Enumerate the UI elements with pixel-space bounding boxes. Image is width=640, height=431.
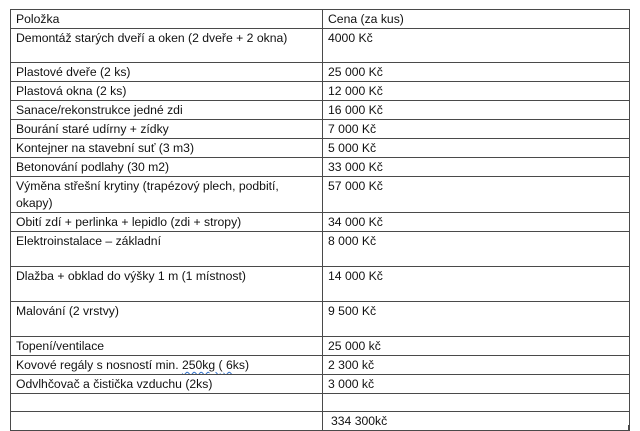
table-row	[11, 232, 630, 267]
table-header-row	[11, 10, 630, 29]
header-price[interactable]: Cena (za kus)	[323, 10, 630, 29]
item-cell[interactable]: Demontáž starých dveří a oken (2 dveře + 2 okna)	[11, 29, 323, 63]
table-row	[11, 139, 630, 158]
price-cell[interactable]: 57 000 Kč	[323, 177, 630, 213]
price-cell[interactable]: 12 000 Kč	[323, 82, 630, 101]
price-cell[interactable]: 7 000 Kč	[323, 120, 630, 139]
item-cell[interactable]: Odvlhčovač a čistička vzduchu (2ks)	[11, 375, 323, 394]
table-row-empty	[11, 394, 630, 412]
item-cell[interactable]: Obití zdí + perlinka + lepidlo (zdi + stropy)	[11, 213, 323, 232]
header-item[interactable]: Položka	[11, 10, 323, 29]
item-cell[interactable]	[11, 394, 323, 412]
item-cell[interactable]: Plastová okna (2 ks)	[11, 82, 323, 101]
spellcheck-marked-text: 250kg ( 6	[181, 358, 233, 372]
table-row	[11, 158, 630, 177]
table-row	[11, 337, 630, 356]
table-row	[11, 82, 630, 101]
item-cell[interactable]: Dlažba + obklad do výšky 1 m (1 místnost)	[11, 267, 323, 302]
price-cell[interactable]: 34 000 Kč	[323, 213, 630, 232]
table-row	[11, 213, 630, 232]
item-text-start: Kovové regály s nosností min.	[16, 358, 182, 372]
price-cell[interactable]: 25 000 Kč	[323, 63, 630, 82]
item-cell[interactable]: Bourání staré udírny + zídky	[11, 120, 323, 139]
item-text-end: ks)	[232, 358, 250, 372]
table-continuation-edge	[10, 425, 629, 430]
item-cell[interactable]: Sanace/rekonstrukce jedné zdi	[11, 101, 323, 120]
price-cell[interactable]: 16 000 Kč	[323, 101, 630, 120]
item-cell[interactable]: Topení/ventilace	[11, 337, 323, 356]
table-row	[11, 375, 630, 394]
table-row	[11, 302, 630, 337]
table-row	[11, 177, 630, 213]
table-row	[11, 120, 630, 139]
price-cell[interactable]: 8 000 Kč	[323, 232, 630, 267]
price-cell[interactable]: 3 000 kč	[323, 375, 630, 394]
item-cell[interactable]: Plastové dveře (2 ks)	[11, 63, 323, 82]
item-cell[interactable]: Betonování podlahy (30 m2)	[11, 158, 323, 177]
item-cell[interactable]	[11, 356, 323, 375]
item-cell[interactable]: Kontejner na stavební suť (3 m3)	[11, 139, 323, 158]
price-cell[interactable]: 25 000 kč	[323, 337, 630, 356]
item-cell[interactable]: Výměna střešní krytiny (trapézový plech, podbití, okapy)	[11, 177, 323, 213]
price-cell[interactable]: 33 000 Kč	[323, 158, 630, 177]
table-row	[11, 356, 630, 375]
table-row	[11, 29, 630, 63]
price-cell[interactable]: 2 300 kč	[323, 356, 630, 375]
price-cell[interactable]: 14 000 Kč	[323, 267, 630, 302]
price-cell[interactable]: 9 500 Kč	[323, 302, 630, 337]
table-row	[11, 101, 630, 120]
price-cell[interactable]: 5 000 Kč	[323, 139, 630, 158]
item-cell[interactable]: Elektroinstalace – základní	[11, 232, 323, 267]
table-row	[11, 267, 630, 302]
table-row	[11, 63, 630, 82]
price-cell[interactable]	[323, 394, 630, 412]
total-price-cell[interactable]: 334 300kč	[323, 412, 630, 431]
price-table	[10, 9, 630, 431]
item-cell[interactable]: Malování (2 vrstvy)	[11, 302, 323, 337]
price-cell[interactable]: 4000 Kč	[323, 29, 630, 63]
